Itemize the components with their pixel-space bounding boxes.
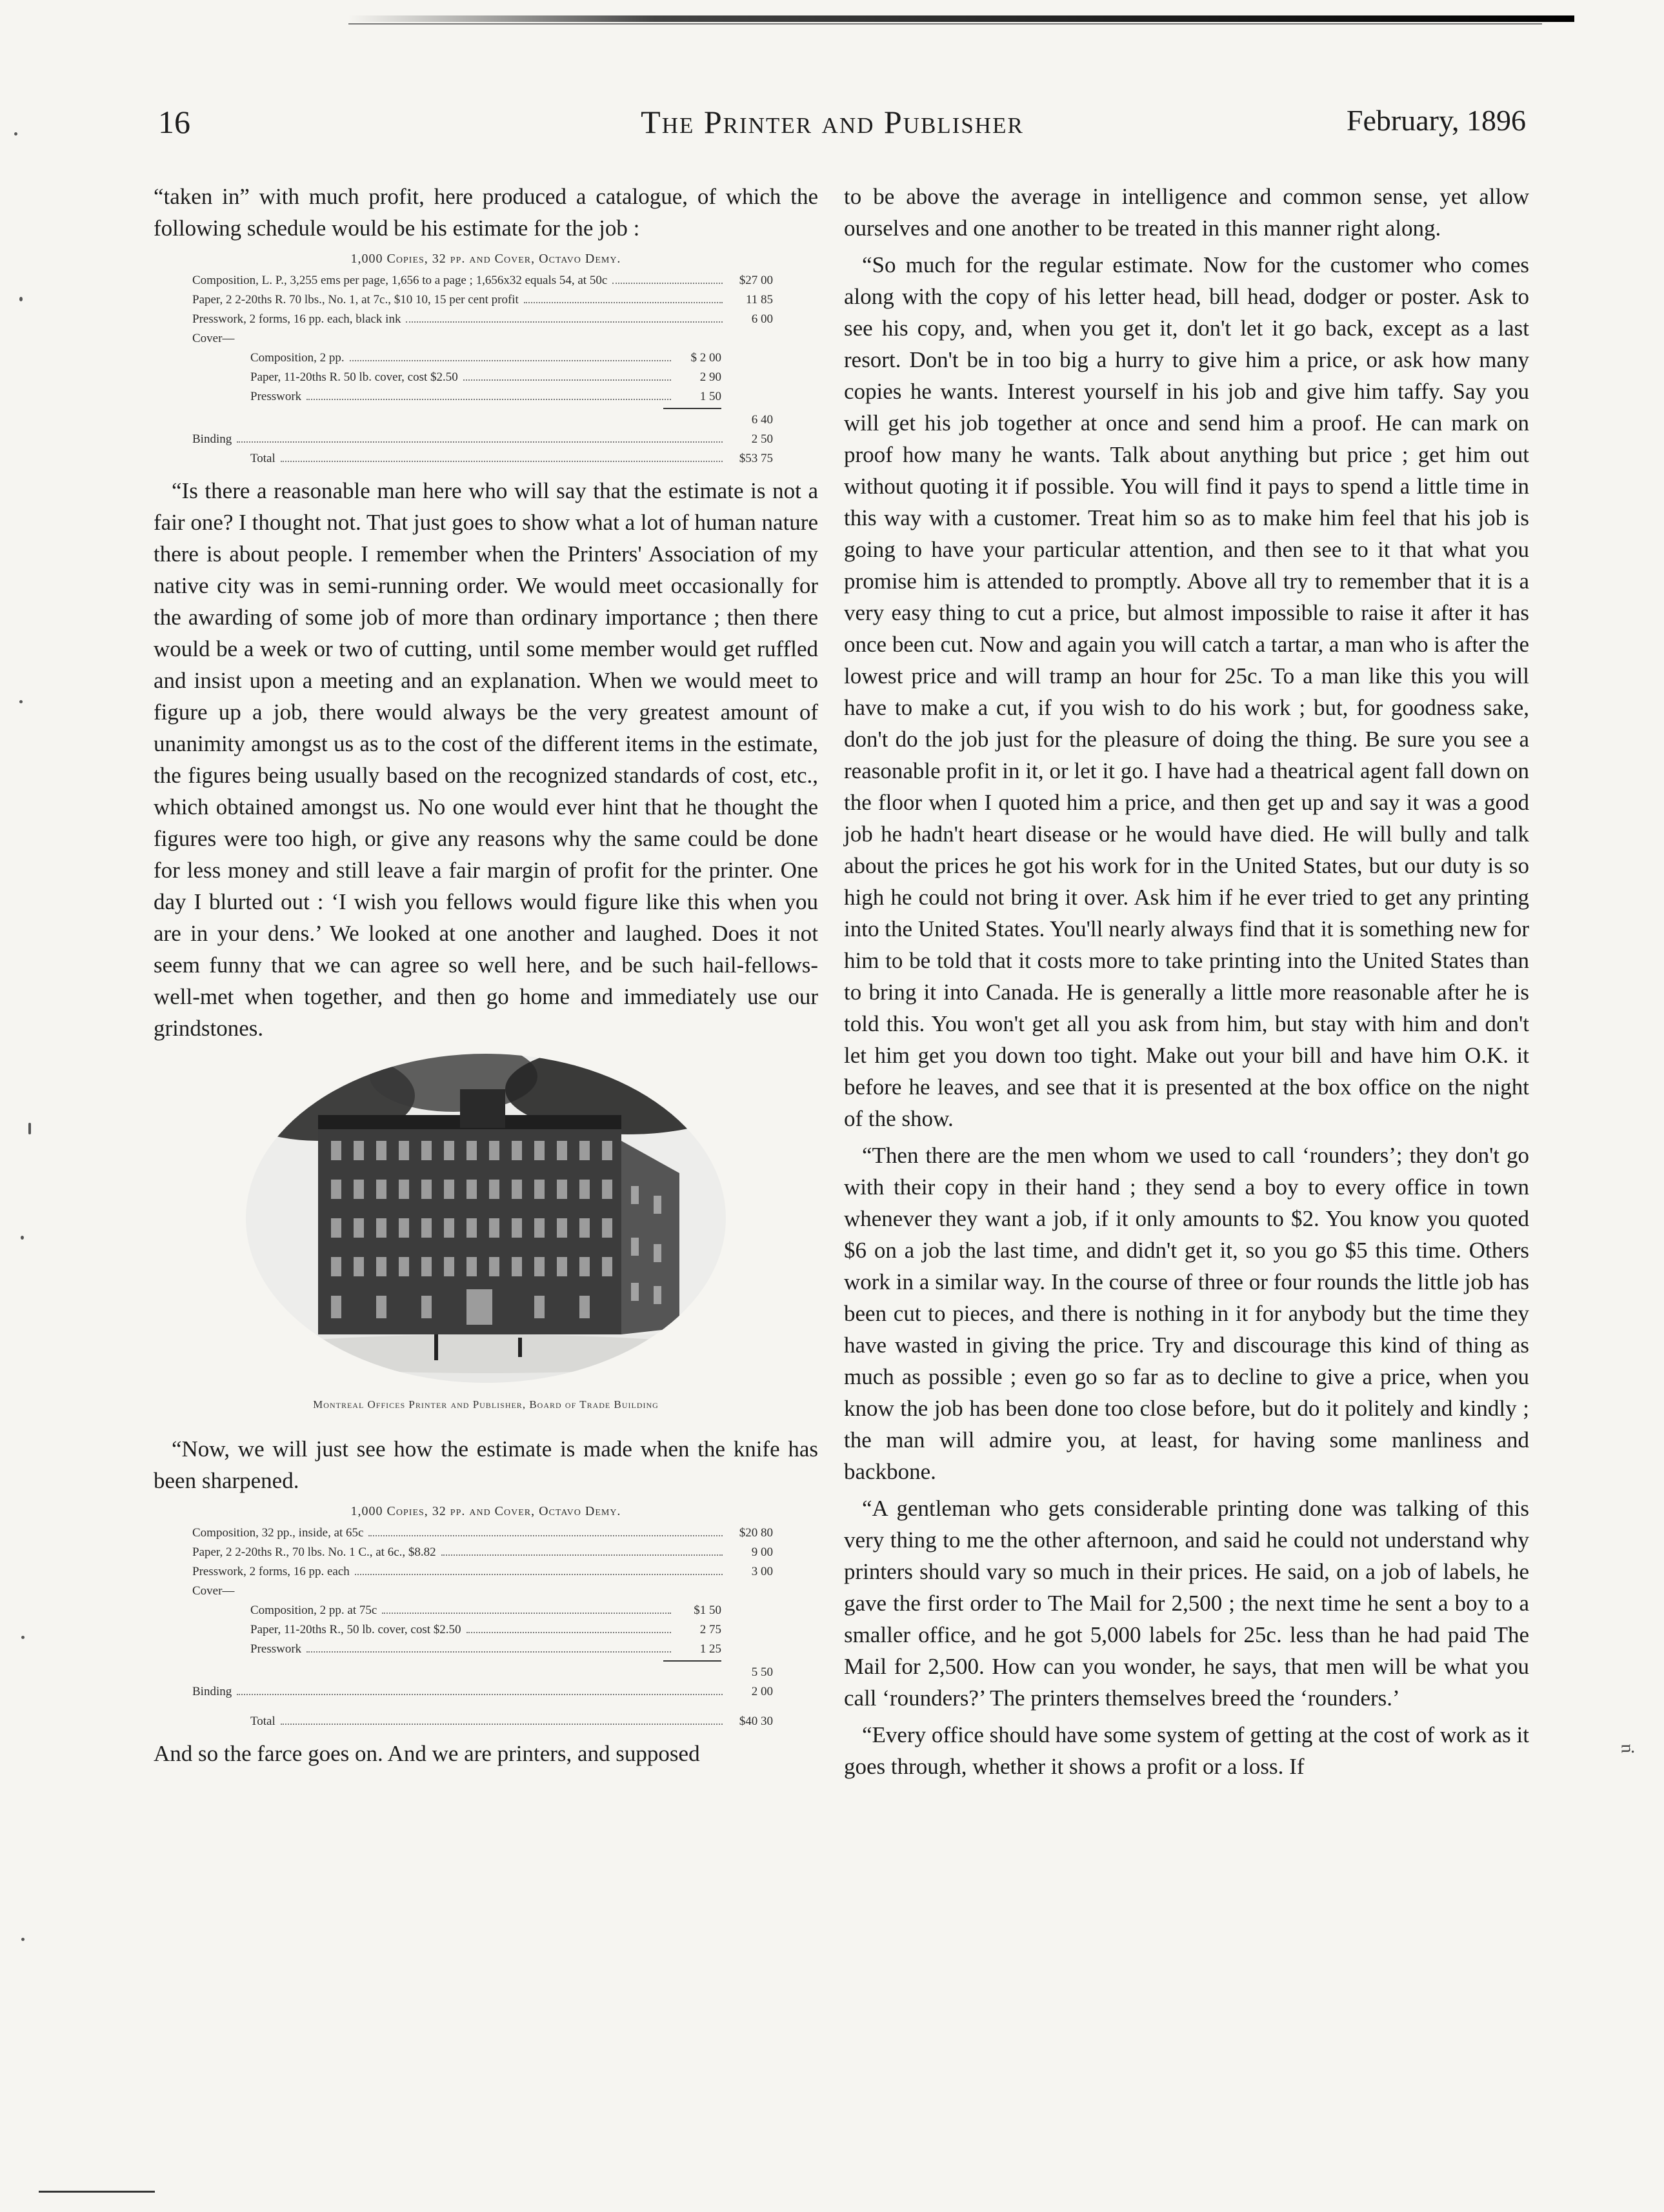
continuation-paragraph: to be above the average in intelligence and common sense, yet allow ourselves and one another to be treated in this manner right along. [844,184,1529,241]
row-label: Paper, 11-20ths R. 50 lb. cover, cost $2.50 [250,370,458,384]
estimate-row [154,1682,818,1702]
total-amount: $40 30 [739,1714,773,1728]
knife-paragraph: “Now, we will just see how the estimate is made when the knife has been sharpened. [154,1436,818,1493]
margin-speck [21,1636,25,1639]
estimate-row [154,310,818,329]
left-column [154,181,818,1775]
subtotal-rule [663,1660,721,1662]
cover-subtotal: 6 40 [751,413,773,427]
estimate-subrow [154,387,818,407]
row-label: Presswork, 2 forms, 16 pp. each [192,1565,350,1578]
estimate-row [154,271,818,290]
total-label: Total [250,452,276,465]
margin-speck [19,297,23,301]
issue-date: February, 1896 [1346,104,1526,137]
estimate-row [154,1582,818,1601]
right-column [844,181,1529,1787]
estimate-subrow [154,1601,818,1620]
subtotal-rule [663,408,721,409]
margin-speck [21,1236,24,1240]
estimate-heading: 1,000 Copies, 32 pp. and Cover, Octavo Demy. [350,1504,621,1518]
row-label: Composition, 32 pp., inside, at 65c [192,1526,364,1540]
row-label: Paper, 2 2-20ths R. 70 lbs., No. 1, at 7c., $10 10, 15 per cent profit [192,293,519,307]
row-amount: 2 90 [699,370,721,384]
row-amount: 2 00 [751,1685,773,1698]
estimate-subrow [154,368,818,387]
rounders-paragraph: “Then there are the men whom we used to call ‘rounders’; they don't go with their copy in their hand ; they send a boy to every office in town whenever they want a job, if it only amounts to $2. You know you quoted $6 on a job the last time, and didn't get it, so you go $5 this time. Others work in a similar way. In the course of three or four rounds the little job has been cut to pieces, and there is nothing in it for anybody but the time they have wasted in giving the price. Try and discourage this kind of thing as much as possible ; even go so far as to decline to give a price, when you know the job has been done too close before, but do it politely and kindly ; the man will admire you, at least, for having some manliness and backbone. [844,1143,1529,1484]
estimate-row [154,1562,818,1582]
top-rule-thin [348,23,1542,25]
page-header [139,103,1526,148]
bottom-rule [39,2191,155,2193]
customer-paragraph: “So much for the regular estimate. Now for the customer who comes along with the copy of his letter head, bill head, dodger or poster. Ask to see his copy, and, when you get it, don't let it go back, except as a last resort. Don't be in too big a hurry to give him a price, or ask how many copies he wants. Interest yourself in his job and give him taffy. Say you will get his job together at once and send him a proof. He can mark on proof how many he wants. Talk about anything but price ; get him out without quoting it if possible. You will find it pays to spend a little time in this way with a customer. Treat him so as to make him feel that his job is going to have your particular attention, and then see to it that what you promise him is attended to promptly. Above all try to remember that it is a very easy thing to cut a price, but almost impossible to raise it after it has once been cut. Now and again you will catch a tartar, a man who is after the lowest price and will tramp an hour for 25c. To a man like this you will have to make a cut, if you wish to do his work ; but, for goodness sake, don't do the job just for the pleasure of doing the thing. Be sure you see a reasonable profit in it, or let it go. I have had a theatrical agent fall down on the floor when I quoted him a price, and then get up and say it was a good job he hadn't heart disease or he would have died. He will bully and talk about the prices he got his work for in the United States, but our duty is so high he could not bring it over. Ask him if he ever tried to get any printing into the United States. You'll nearly always find that it is something new for him to be told that it costs more to take printing into the United States than to bring it into Canada. He is generally a little more reasonable after he is told this. You won't get all you ask from him, but stay with him and don't let him get you down too tight. Make out your bill and have him O.K. it before he leaves, and see that it is presented at the box office on the night of the show. [844,252,1529,1131]
row-amount: 1 25 [699,1642,721,1656]
row-label: Presswork [250,1642,302,1656]
row-amount: 11 85 [745,293,773,307]
row-label: Composition, 2 pp. at 75c [250,1604,377,1617]
estimate-total-row [154,449,818,468]
row-label: Presswork, 2 forms, 16 pp. each, black ink [192,312,401,326]
intro-paragraph: “taken in” with much profit, here produced a catalogue, of which the following schedule would be his estimate for the job : [154,184,818,241]
row-amount: 3 00 [751,1565,773,1578]
estimate-row [154,1523,818,1543]
gentleman-paragraph: “A gentleman who gets considerable printing done was talking of this very thing to me the other afternoon, and said he could not understand why printers should vary so much in their prices. He said, on a job of labels, he gave the first order to The Mail for 2,500 ; the next time he sent a boy to a smaller office, and he got 5,000 labels for 25c. less than he had paid The Mail for 2,500. How can you wonder, he says, that men will be what you call ‘rounders?’ The printers themselves breed the ‘rounders.’ [844,1496,1529,1711]
system-paragraph: “Every office should have some system of getting at the cost of work as it goes through, whether it shows a profit or a loss. If [844,1722,1529,1779]
row-label: Binding [192,1685,232,1698]
total-amount: $53 75 [739,452,773,465]
row-label: Cover— [192,1584,235,1598]
row-amount: 9 00 [751,1545,773,1559]
row-label: Paper, 11-20ths R., 50 lb. cover, cost $2.50 [250,1623,461,1636]
row-label: Composition, L. P., 3,255 ems per page, 1,656 to a page ; 1,656x32 equals 54, at 50c [192,274,608,287]
association-paragraph: “Is there a reasonable man here who will say that the estimate is not a fair one? I thought not. That just goes to show what a lot of human nature there is about people. I remember when the Printers' Association of my native city was in semi-running order. We would meet occasionally for the awarding of some job of more than ordinary importance ; then there would be a week or two of cutting, until some member would get ruffled and insist upon a meeting and an explanation. When we would meet to figure up a job, there would always be the very greatest amount of unanimity amongst us as to the cost of the different items in the estimate, the figures being usually based on the recognized standards of cost, etc., which obtained amongst us. No one would ever hint that he thought the figures were too high, or give any reasons why the same could be done for less money and still leave a fair margin of profit for the printer. One day I blurted out : ‘I wish you fellows would figure like this when you are in your dens.’ We looked at one another and laughed. Does it not seem funny that we can agree so well here, and be such hail-fellows-well-met when together, and then go home and immediately use our grindstones. [154,478,818,1041]
row-label: Composition, 2 pp. [250,351,345,365]
estimate-heading: 1,000 Copies, 32 pp. and Cover, Octavo Demy. [350,252,621,266]
row-label: Cover— [192,332,235,345]
estimate-row [154,290,818,310]
row-amount: 2 75 [699,1623,721,1636]
row-amount: $1 50 [694,1604,721,1617]
board-of-trade-building-photo [241,1051,731,1386]
row-amount: 1 50 [699,390,721,403]
margin-speck [14,132,17,136]
estimate-subrow [154,1640,818,1659]
row-amount: 6 00 [751,312,773,326]
margin-speck [19,700,23,703]
farce-paragraph: And so the farce goes on. And we are printers, and supposed [154,1741,700,1766]
page-number: 16 [158,104,190,140]
margin-speck [28,1123,31,1134]
estimate-row [154,1663,818,1682]
cover-subtotal: 5 50 [751,1665,773,1679]
row-label: Presswork [250,390,302,403]
row-label: Binding [192,432,232,446]
estimate-subrow [154,1620,818,1640]
row-label: Paper, 2 2-20ths R., 70 lbs. No. 1 C., at 6c., $8.82 [192,1545,436,1559]
estimate-row [154,410,818,430]
row-amount: $20 80 [739,1526,773,1540]
row-amount: $27 00 [739,274,773,287]
estimate-row [154,430,818,449]
total-label: Total [250,1714,276,1728]
estimate-total-row [154,1712,818,1731]
margin-speck [21,1938,25,1941]
row-amount: $ 2 00 [690,351,721,365]
publication-title: The Printer and Publisher [641,104,1024,140]
row-amount: 2 50 [751,432,773,446]
photo-caption: Montreal Offices Printer and Publisher, Board of Trade Building [313,1398,659,1411]
estimate-row [154,1543,818,1562]
estimate-row [154,329,818,348]
top-rule [348,15,1574,22]
estimate-table-cut [154,1502,818,1731]
margin-note: ᴝ. [1621,1737,1636,1757]
estimate-table-regular [154,249,818,468]
estimate-subrow [154,348,818,368]
